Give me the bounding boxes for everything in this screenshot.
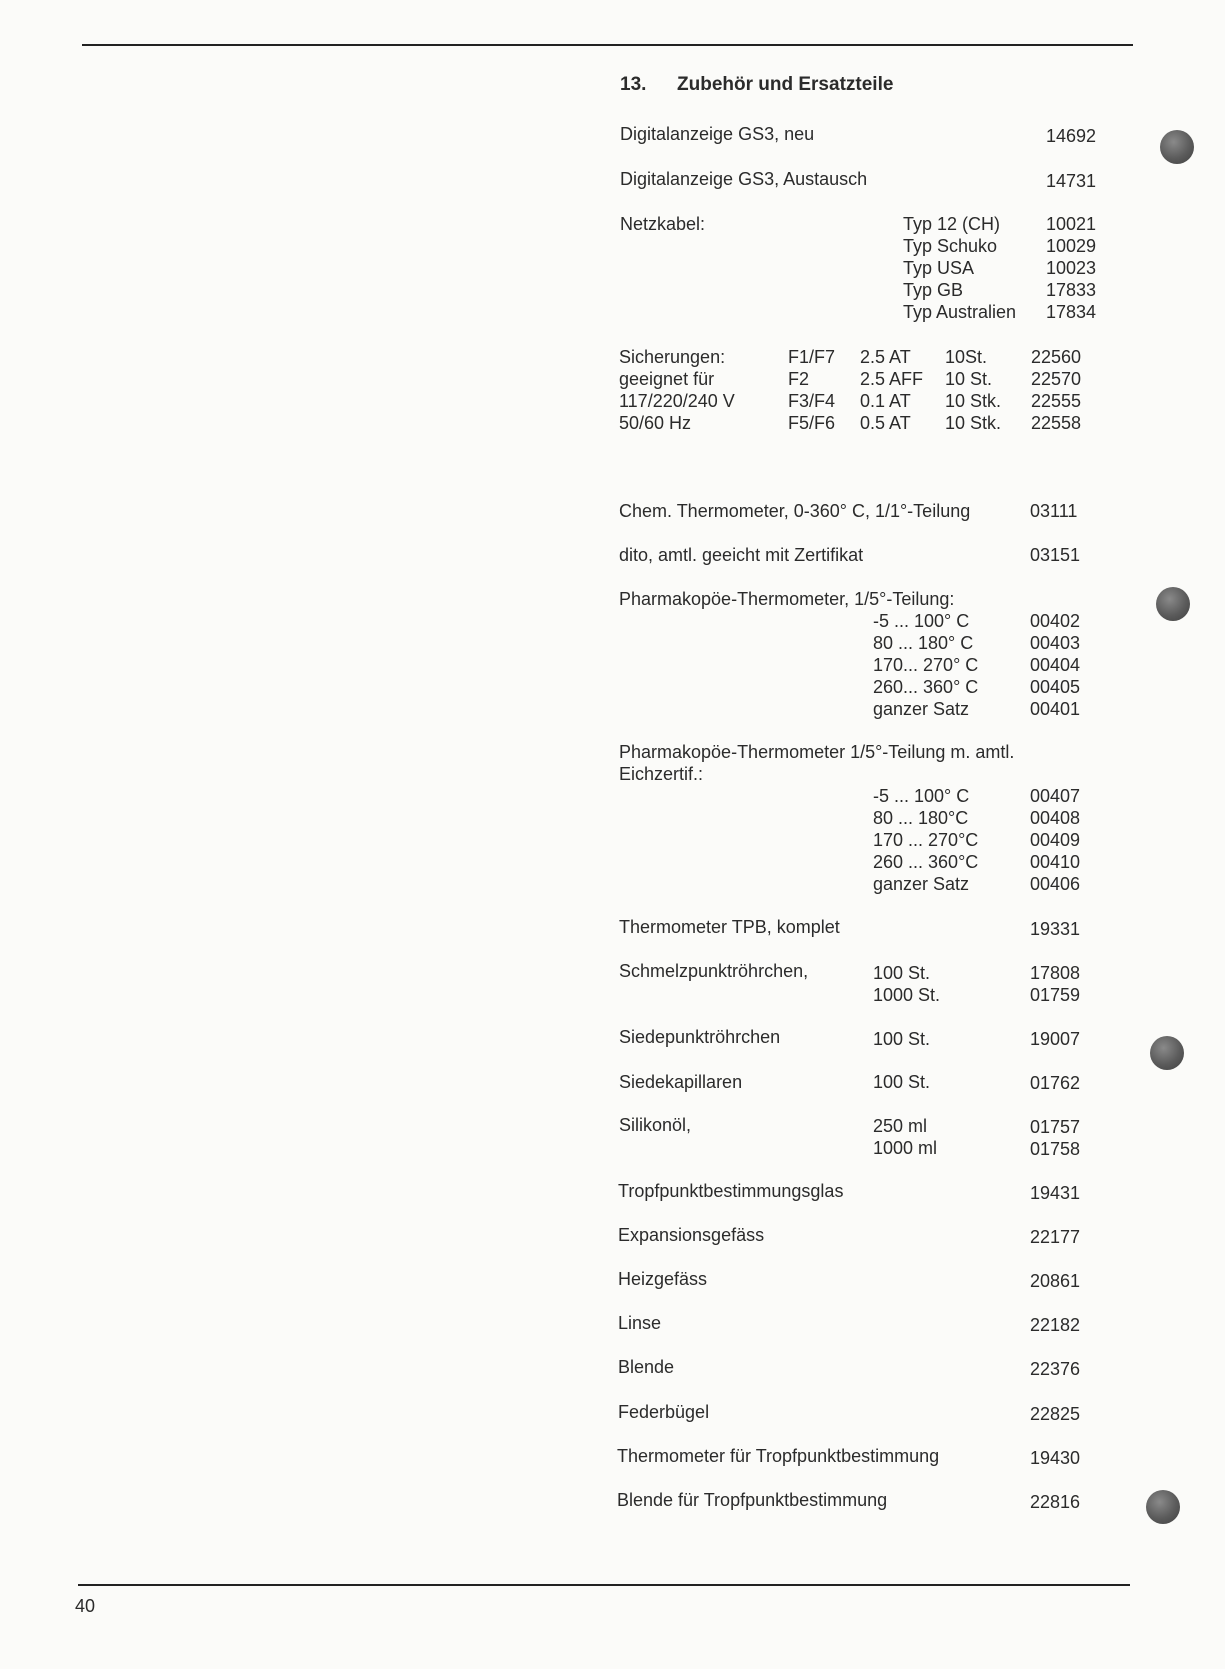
boiling-capillaries-label: Siedekapillaren [619, 1072, 743, 1092]
fuse-rating: 2.5 AFF [860, 369, 924, 389]
fuse-rating: 0.5 AT [860, 413, 911, 433]
fuse-code: 22570 [1031, 369, 1082, 389]
tpb-code: 19331 [1030, 919, 1081, 939]
pharma-cert-range: 260 ... 360°C [873, 852, 979, 872]
binder-hole-1 [1160, 130, 1194, 164]
pharma-cert-range: ganzer Satz [873, 874, 970, 894]
pharma-code: 00402 [1030, 611, 1081, 631]
pharma-code: 00405 [1030, 677, 1081, 697]
pharma-cert-code: 00406 [1030, 874, 1081, 894]
melting-tubes-qty: 100 St. [873, 963, 931, 983]
chem-thermometer-label: Chem. Thermometer, 0-360° C, 1/1°-Teilung [619, 501, 971, 521]
gs3-exchange-code: 14731 [1046, 171, 1097, 191]
pharma-cert-code: 00407 [1030, 786, 1081, 806]
melting-tubes-code: 17808 [1030, 963, 1081, 983]
fuse-position: F2 [788, 369, 810, 389]
section-title: Zubehör und Ersatzteile [677, 74, 894, 95]
item-label: Expansionsgefäss [618, 1225, 765, 1245]
silicone-oil-qty: 1000 ml [873, 1138, 938, 1158]
silicone-oil-qty: 250 ml [873, 1116, 928, 1136]
power-cable-code: 10023 [1046, 258, 1097, 278]
boiling-capillaries-qty: 100 St. [873, 1072, 931, 1092]
item-label: Linse [618, 1313, 662, 1333]
binder-hole-2 [1156, 587, 1190, 621]
item-label: Blende für Tropfpunktbestimmung [617, 1490, 888, 1510]
dito-code: 03151 [1030, 545, 1081, 565]
item-code: 20861 [1030, 1271, 1081, 1291]
chem-thermometer-code: 03111 [1030, 501, 1078, 521]
pharma-cert-range: 80 ... 180°C [873, 808, 969, 828]
power-cable-type: Typ Australien [903, 302, 1017, 322]
silicone-oil-code: 01757 [1030, 1117, 1081, 1137]
item-label: Blende [618, 1357, 675, 1377]
section-number: 13. [620, 74, 647, 95]
fuse-code: 22560 [1031, 347, 1082, 367]
fuse-quantity: 10St. [945, 347, 988, 367]
pharma-cert-range: 170 ... 270°C [873, 830, 979, 850]
power-cable-label: Netzkabel: [620, 214, 706, 234]
binder-hole-3 [1150, 1036, 1184, 1070]
fuse-quantity: 10 St. [945, 369, 993, 389]
fuses-label: 117/220/240 V [619, 391, 735, 411]
bottom-rule [78, 1584, 1130, 1586]
pharma-range: 170... 270° C [873, 655, 979, 675]
melting-tubes-qty: 1000 St. [873, 985, 941, 1005]
pharma-thermometer-label: Pharmakopöe-Thermometer, 1/5°-Teilung: [619, 589, 955, 609]
top-rule [82, 44, 1133, 46]
binder-hole-4 [1146, 1490, 1180, 1524]
power-cable-type: Typ Schuko [903, 236, 998, 256]
fuses-label: geeignet für [619, 369, 715, 389]
item-code: 22177 [1030, 1227, 1081, 1247]
power-cable-code: 10029 [1046, 236, 1097, 256]
silicone-oil-code: 01758 [1030, 1139, 1081, 1159]
pharma-code: 00401 [1030, 699, 1081, 719]
item-label: Tropfpunktbestimmungsglas [618, 1181, 844, 1201]
pharma-cert-code: 00408 [1030, 808, 1081, 828]
boiling-tubes-qty: 100 St. [873, 1029, 931, 1049]
power-cable-type: Typ USA [903, 258, 975, 278]
pharma-cert-code: 00409 [1030, 830, 1081, 850]
tpb-label: Thermometer TPB, komplet [619, 917, 840, 937]
power-cable-type: Typ 12 (CH) [903, 214, 1001, 234]
fuse-quantity: 10 Stk. [945, 391, 1002, 411]
dito-label: dito, amtl. geeicht mit Zertifikat [619, 545, 864, 565]
fuse-position: F5/F6 [788, 413, 836, 433]
item-code: 22816 [1030, 1492, 1081, 1512]
pharma-range: 80 ... 180° C [873, 633, 974, 653]
pharma-cert-label: Pharmakopöe-Thermometer 1/5°-Teilung m. amtl. [619, 742, 1015, 762]
item-code: 22182 [1030, 1315, 1081, 1335]
pharma-cert-range: -5 ... 100° C [873, 786, 970, 806]
power-cable-code: 10021 [1046, 214, 1097, 234]
gs3-exchange-label: Digitalanzeige GS3, Austausch [620, 169, 868, 189]
item-code: 19430 [1030, 1448, 1081, 1468]
gs3-new-label: Digitalanzeige GS3, neu [620, 124, 815, 144]
item-code: 22825 [1030, 1404, 1081, 1424]
pharma-range: ganzer Satz [873, 699, 970, 719]
pharma-range: 260... 360° C [873, 677, 979, 697]
melting-tubes-code: 01759 [1030, 985, 1081, 1005]
pharma-code: 00404 [1030, 655, 1081, 675]
boiling-tubes-code: 19007 [1030, 1029, 1081, 1049]
fuse-position: F1/F7 [788, 347, 836, 367]
pharma-code: 00403 [1030, 633, 1081, 653]
fuse-code: 22558 [1031, 413, 1082, 433]
boiling-tubes-label: Siedepunktröhrchen [619, 1027, 781, 1047]
power-cable-code: 17833 [1046, 280, 1097, 300]
item-code: 19431 [1030, 1183, 1081, 1203]
gs3-new-code: 14692 [1046, 126, 1097, 146]
item-label: Federbügel [618, 1402, 710, 1422]
page-number: 40 [75, 1596, 96, 1616]
silicone-oil-label: Silikonöl, [619, 1115, 692, 1135]
pharma-cert-label: Eichzertif.: [619, 764, 704, 784]
fuse-rating: 2.5 AT [860, 347, 911, 367]
boiling-capillaries-code: 01762 [1030, 1073, 1081, 1093]
fuse-position: F3/F4 [788, 391, 836, 411]
melting-tubes-label: Schmelzpunktröhrchen, [619, 961, 809, 981]
fuse-rating: 0.1 AT [860, 391, 911, 411]
pharma-cert-code: 00410 [1030, 852, 1081, 872]
power-cable-type: Typ GB [903, 280, 964, 300]
item-label: Thermometer für Tropfpunktbestimmung [617, 1446, 940, 1466]
fuses-label: Sicherungen: [619, 347, 726, 367]
pharma-range: -5 ... 100° C [873, 611, 970, 631]
fuse-code: 22555 [1031, 391, 1082, 411]
item-label: Heizgefäss [618, 1269, 708, 1289]
fuses-label: 50/60 Hz [619, 413, 692, 433]
fuse-quantity: 10 Stk. [945, 413, 1002, 433]
item-code: 22376 [1030, 1359, 1081, 1379]
power-cable-code: 17834 [1046, 302, 1097, 322]
